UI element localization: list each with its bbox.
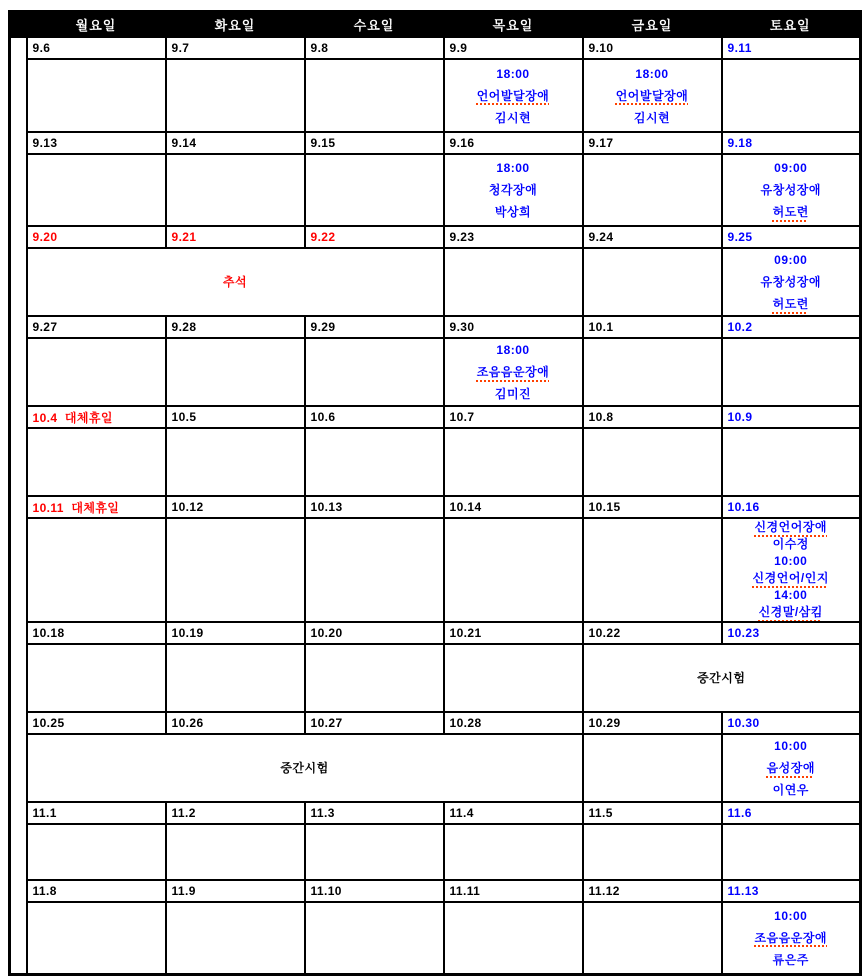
week-date-row [10, 37, 861, 59]
date-cell[interactable] [27, 496, 166, 518]
week-date-row [10, 406, 861, 428]
week-date-row [10, 712, 861, 734]
date-cell[interactable] [722, 880, 861, 902]
event-cell[interactable] [444, 59, 583, 132]
date-label: 11.3 [310, 806, 335, 820]
event-line: 허도련 [772, 297, 809, 311]
date-label: 10.16 [727, 500, 760, 514]
date-label: 10.7 [449, 410, 475, 424]
date-label: 10.9 [727, 410, 753, 424]
exam-cell[interactable] [583, 644, 861, 712]
weekday-header-wednesday [305, 12, 444, 38]
date-label: 10.22 [588, 626, 621, 640]
event-line: 18:00 [496, 66, 530, 81]
weekday-label: 금요일 [631, 18, 673, 33]
date-label: 9.21 [171, 230, 197, 244]
empty-day-cell[interactable] [305, 338, 444, 406]
week-content-row [10, 902, 861, 974]
date-cell[interactable] [305, 226, 444, 248]
event-line: 김시현 [633, 110, 671, 125]
weekday-header-saturday [722, 12, 861, 38]
exam-label: 중간시험 [280, 761, 329, 775]
empty-day-cell[interactable] [166, 59, 305, 132]
empty-day-cell[interactable] [166, 428, 305, 496]
event-cell[interactable] [722, 248, 861, 316]
date-label: 9.28 [171, 320, 197, 334]
empty-day-cell[interactable] [444, 518, 583, 622]
date-cell[interactable] [305, 132, 444, 154]
date-label: 10.29 [588, 716, 621, 730]
date-label: 10.19 [171, 626, 204, 640]
date-cell[interactable] [583, 622, 722, 644]
date-label: 11.8 [32, 884, 57, 898]
calendar-table [8, 10, 862, 976]
empty-day-cell[interactable] [722, 338, 861, 406]
date-cell[interactable] [27, 712, 166, 734]
date-label: 9.11 [727, 41, 752, 55]
event-line: 14:00 [774, 588, 808, 602]
date-cell[interactable] [444, 496, 583, 518]
date-cell[interactable] [444, 880, 583, 902]
calendar-page [8, 10, 862, 976]
date-label: 11.2 [171, 806, 196, 820]
empty-day-cell[interactable] [166, 902, 305, 974]
date-label: 9.25 [727, 230, 753, 244]
event-line: 10:00 [774, 739, 808, 753]
date-cell[interactable] [722, 37, 861, 59]
date-cell[interactable] [166, 226, 305, 248]
empty-day-cell[interactable] [27, 824, 166, 880]
week-date-row [10, 316, 861, 338]
date-cell[interactable] [722, 316, 861, 338]
gutter-column [10, 37, 27, 974]
week-content-row [10, 518, 861, 622]
date-label: 10.5 [171, 410, 197, 424]
empty-day-cell[interactable] [305, 154, 444, 226]
weekday-label: 토요일 [769, 18, 811, 33]
date-cell[interactable] [27, 132, 166, 154]
date-cell[interactable] [27, 37, 166, 59]
event-cell[interactable] [444, 154, 583, 226]
week-content-row [10, 824, 861, 880]
date-cell[interactable] [166, 132, 305, 154]
event-line: 김시현 [494, 110, 532, 125]
date-cell[interactable] [583, 132, 722, 154]
date-cell[interactable] [722, 622, 861, 644]
date-label: 11.6 [727, 806, 752, 820]
event-line: 유창성장애 [760, 183, 821, 197]
event-line: 언어발달장애 [615, 88, 689, 103]
date-label: 10.2 [727, 320, 753, 334]
date-label: 11.4 [449, 806, 474, 820]
empty-day-cell[interactable] [444, 824, 583, 880]
week-content-row [10, 644, 861, 712]
date-label: 11.5 [588, 806, 613, 820]
empty-day-cell[interactable] [166, 644, 305, 712]
date-label: 10.8 [588, 410, 614, 424]
event-line: 청각장애 [488, 183, 538, 197]
date-label: 10.28 [449, 716, 482, 730]
week-date-row [10, 802, 861, 824]
date-cell[interactable] [166, 406, 305, 428]
week-content-row [10, 734, 861, 802]
date-label: 9.10 [588, 41, 614, 55]
date-label: 11.11 [449, 884, 481, 898]
date-cell[interactable] [166, 880, 305, 902]
weekday-header-row [10, 12, 861, 38]
date-cell[interactable] [722, 406, 861, 428]
weekday-label: 월요일 [75, 18, 117, 33]
empty-day-cell[interactable] [305, 824, 444, 880]
event-cell[interactable] [722, 154, 861, 226]
date-label: 10.21 [449, 626, 482, 640]
date-cell[interactable] [305, 712, 444, 734]
event-cell[interactable] [444, 338, 583, 406]
empty-day-cell[interactable] [444, 248, 583, 316]
date-label: 9.27 [32, 320, 58, 334]
date-label: 10.15 [588, 500, 621, 514]
empty-day-cell[interactable] [444, 428, 583, 496]
date-label: 10.11 대체휴일 [32, 500, 120, 515]
empty-day-cell[interactable] [305, 518, 444, 622]
header-gutter-cell [10, 12, 27, 38]
week-date-row [10, 132, 861, 154]
event-line: 조음음운장애 [476, 365, 550, 379]
date-cell[interactable] [444, 712, 583, 734]
empty-day-cell[interactable] [27, 644, 166, 712]
date-cell[interactable] [444, 132, 583, 154]
event-line: 18:00 [496, 161, 530, 175]
week-date-row [10, 622, 861, 644]
empty-day-cell[interactable] [27, 59, 166, 132]
date-cell[interactable] [722, 712, 861, 734]
date-label: 9.8 [310, 41, 329, 55]
empty-day-cell[interactable] [722, 428, 861, 496]
event-line: 이수정 [772, 537, 809, 551]
event-line: 신경말/삼킴 [758, 605, 823, 619]
date-cell[interactable] [305, 802, 444, 824]
date-cell[interactable] [722, 132, 861, 154]
empty-day-cell[interactable] [166, 518, 305, 622]
empty-day-cell[interactable] [444, 644, 583, 712]
date-cell[interactable] [27, 622, 166, 644]
date-label: 9.17 [588, 136, 614, 150]
date-label: 9.23 [449, 230, 475, 244]
date-label: 10.27 [310, 716, 343, 730]
date-label: 10.23 [727, 626, 760, 640]
week-content-row [10, 59, 861, 132]
date-label: 9.6 [32, 41, 51, 55]
date-cell[interactable] [444, 226, 583, 248]
weekday-header-friday [583, 12, 722, 38]
date-cell[interactable] [27, 880, 166, 902]
event-line: 조음음운장애 [754, 930, 828, 945]
date-label: 10.20 [310, 626, 343, 640]
empty-day-cell[interactable] [27, 518, 166, 622]
date-cell[interactable] [166, 37, 305, 59]
date-cell[interactable] [166, 712, 305, 734]
date-cell[interactable] [27, 316, 166, 338]
date-cell[interactable] [166, 316, 305, 338]
date-label: 9.7 [171, 41, 190, 55]
weekday-label: 수요일 [353, 18, 395, 33]
date-cell[interactable] [583, 880, 722, 902]
date-cell[interactable] [166, 496, 305, 518]
event-line: 유창성장애 [760, 275, 821, 289]
date-label: 10.30 [727, 716, 760, 730]
empty-day-cell[interactable] [583, 248, 722, 316]
date-label: 9.22 [310, 230, 336, 244]
empty-day-cell[interactable] [166, 824, 305, 880]
date-cell[interactable] [166, 802, 305, 824]
date-cell[interactable] [305, 496, 444, 518]
empty-day-cell[interactable] [27, 154, 166, 226]
date-label: 9.24 [588, 230, 614, 244]
date-label: 11.9 [171, 884, 196, 898]
empty-day-cell[interactable] [583, 734, 722, 802]
week-content-row [10, 338, 861, 406]
empty-day-cell[interactable] [583, 154, 722, 226]
weekday-header-monday [27, 12, 166, 38]
date-label: 10.25 [32, 716, 65, 730]
event-line: 09:00 [774, 161, 808, 175]
empty-day-cell[interactable] [722, 59, 861, 132]
date-cell[interactable] [305, 406, 444, 428]
date-cell[interactable] [583, 226, 722, 248]
event-line: 언어발달장애 [476, 88, 550, 103]
date-cell[interactable] [444, 316, 583, 338]
date-label: 9.18 [727, 136, 753, 150]
week-content-row [10, 248, 861, 316]
empty-day-cell[interactable] [305, 902, 444, 974]
date-cell[interactable] [27, 406, 166, 428]
date-cell[interactable] [583, 37, 722, 59]
date-cell[interactable] [722, 802, 861, 824]
date-cell[interactable] [305, 37, 444, 59]
date-cell[interactable] [444, 406, 583, 428]
date-cell[interactable] [305, 622, 444, 644]
date-cell[interactable] [722, 226, 861, 248]
date-label: 9.16 [449, 136, 475, 150]
date-cell[interactable] [583, 316, 722, 338]
date-cell[interactable] [444, 37, 583, 59]
exam-label: 중간시험 [697, 671, 746, 685]
date-label: 9.30 [449, 320, 475, 334]
week-date-row [10, 880, 861, 902]
weekday-header-thursday [444, 12, 583, 38]
date-label: 11.12 [588, 884, 620, 898]
empty-day-cell[interactable] [583, 902, 722, 974]
weekday-label: 화요일 [214, 18, 256, 33]
date-cell[interactable] [444, 622, 583, 644]
date-label: 10.14 [449, 500, 482, 514]
date-cell[interactable] [305, 316, 444, 338]
event-line: 18:00 [496, 343, 530, 357]
week-date-row [10, 226, 861, 248]
week-content-row [10, 154, 861, 226]
date-label: 10.13 [310, 500, 343, 514]
date-label: 10.1 [588, 320, 614, 334]
empty-day-cell[interactable] [583, 518, 722, 622]
date-label: 9.29 [310, 320, 336, 334]
empty-day-cell[interactable] [583, 824, 722, 880]
event-line: 신경언어/인지 [752, 571, 829, 585]
date-label: 10.12 [171, 500, 204, 514]
event-line: 음성장애 [766, 761, 815, 775]
event-line: 류은주 [772, 952, 809, 967]
date-cell[interactable] [27, 226, 166, 248]
date-cell[interactable] [444, 802, 583, 824]
empty-day-cell[interactable] [305, 428, 444, 496]
week-date-row [10, 496, 861, 518]
date-label: 9.15 [310, 136, 336, 150]
event-line: 박상희 [494, 205, 532, 219]
date-cell[interactable] [583, 802, 722, 824]
event-cell[interactable] [583, 59, 722, 132]
event-line: 김미진 [494, 387, 532, 401]
empty-day-cell[interactable] [27, 338, 166, 406]
date-label: 10.6 [310, 410, 336, 424]
date-label: 10.26 [171, 716, 204, 730]
holiday-cell[interactable] [27, 248, 444, 316]
empty-day-cell[interactable] [305, 59, 444, 132]
date-cell[interactable] [305, 880, 444, 902]
event-line: 10:00 [774, 554, 808, 568]
holiday-label: 추석 [222, 275, 248, 289]
empty-day-cell[interactable] [27, 902, 166, 974]
empty-day-cell[interactable] [166, 154, 305, 226]
date-cell[interactable] [166, 622, 305, 644]
event-line: 허도련 [772, 205, 809, 219]
event-line: 이연우 [772, 783, 809, 797]
event-cell[interactable] [722, 518, 861, 622]
empty-day-cell[interactable] [305, 644, 444, 712]
event-line: 09:00 [774, 253, 808, 267]
event-line: 10:00 [774, 908, 808, 923]
weekday-header-tuesday [166, 12, 305, 38]
date-cell[interactable] [583, 712, 722, 734]
event-cell[interactable] [722, 902, 861, 974]
event-line: 신경언어장애 [754, 520, 828, 534]
date-cell[interactable] [583, 406, 722, 428]
empty-day-cell[interactable] [583, 428, 722, 496]
event-line: 18:00 [635, 66, 669, 81]
date-label: 10.4 대체휴일 [32, 410, 113, 425]
date-label: 9.13 [32, 136, 58, 150]
date-label: 10.18 [32, 626, 65, 640]
event-cell[interactable] [722, 734, 861, 802]
date-cell[interactable] [583, 496, 722, 518]
weekday-label: 목요일 [492, 18, 534, 33]
week-content-row [10, 428, 861, 496]
date-cell[interactable] [27, 802, 166, 824]
date-cell[interactable] [722, 496, 861, 518]
empty-day-cell[interactable] [722, 824, 861, 880]
date-label: 11.1 [32, 806, 57, 820]
date-label: 11.13 [727, 884, 759, 898]
empty-day-cell[interactable] [444, 902, 583, 974]
date-label: 9.14 [171, 136, 197, 150]
exam-cell[interactable] [27, 734, 583, 802]
empty-day-cell[interactable] [27, 428, 166, 496]
date-label: 9.9 [449, 41, 468, 55]
empty-day-cell[interactable] [583, 338, 722, 406]
date-label: 9.20 [32, 230, 58, 244]
empty-day-cell[interactable] [166, 338, 305, 406]
date-label: 11.10 [310, 884, 342, 898]
